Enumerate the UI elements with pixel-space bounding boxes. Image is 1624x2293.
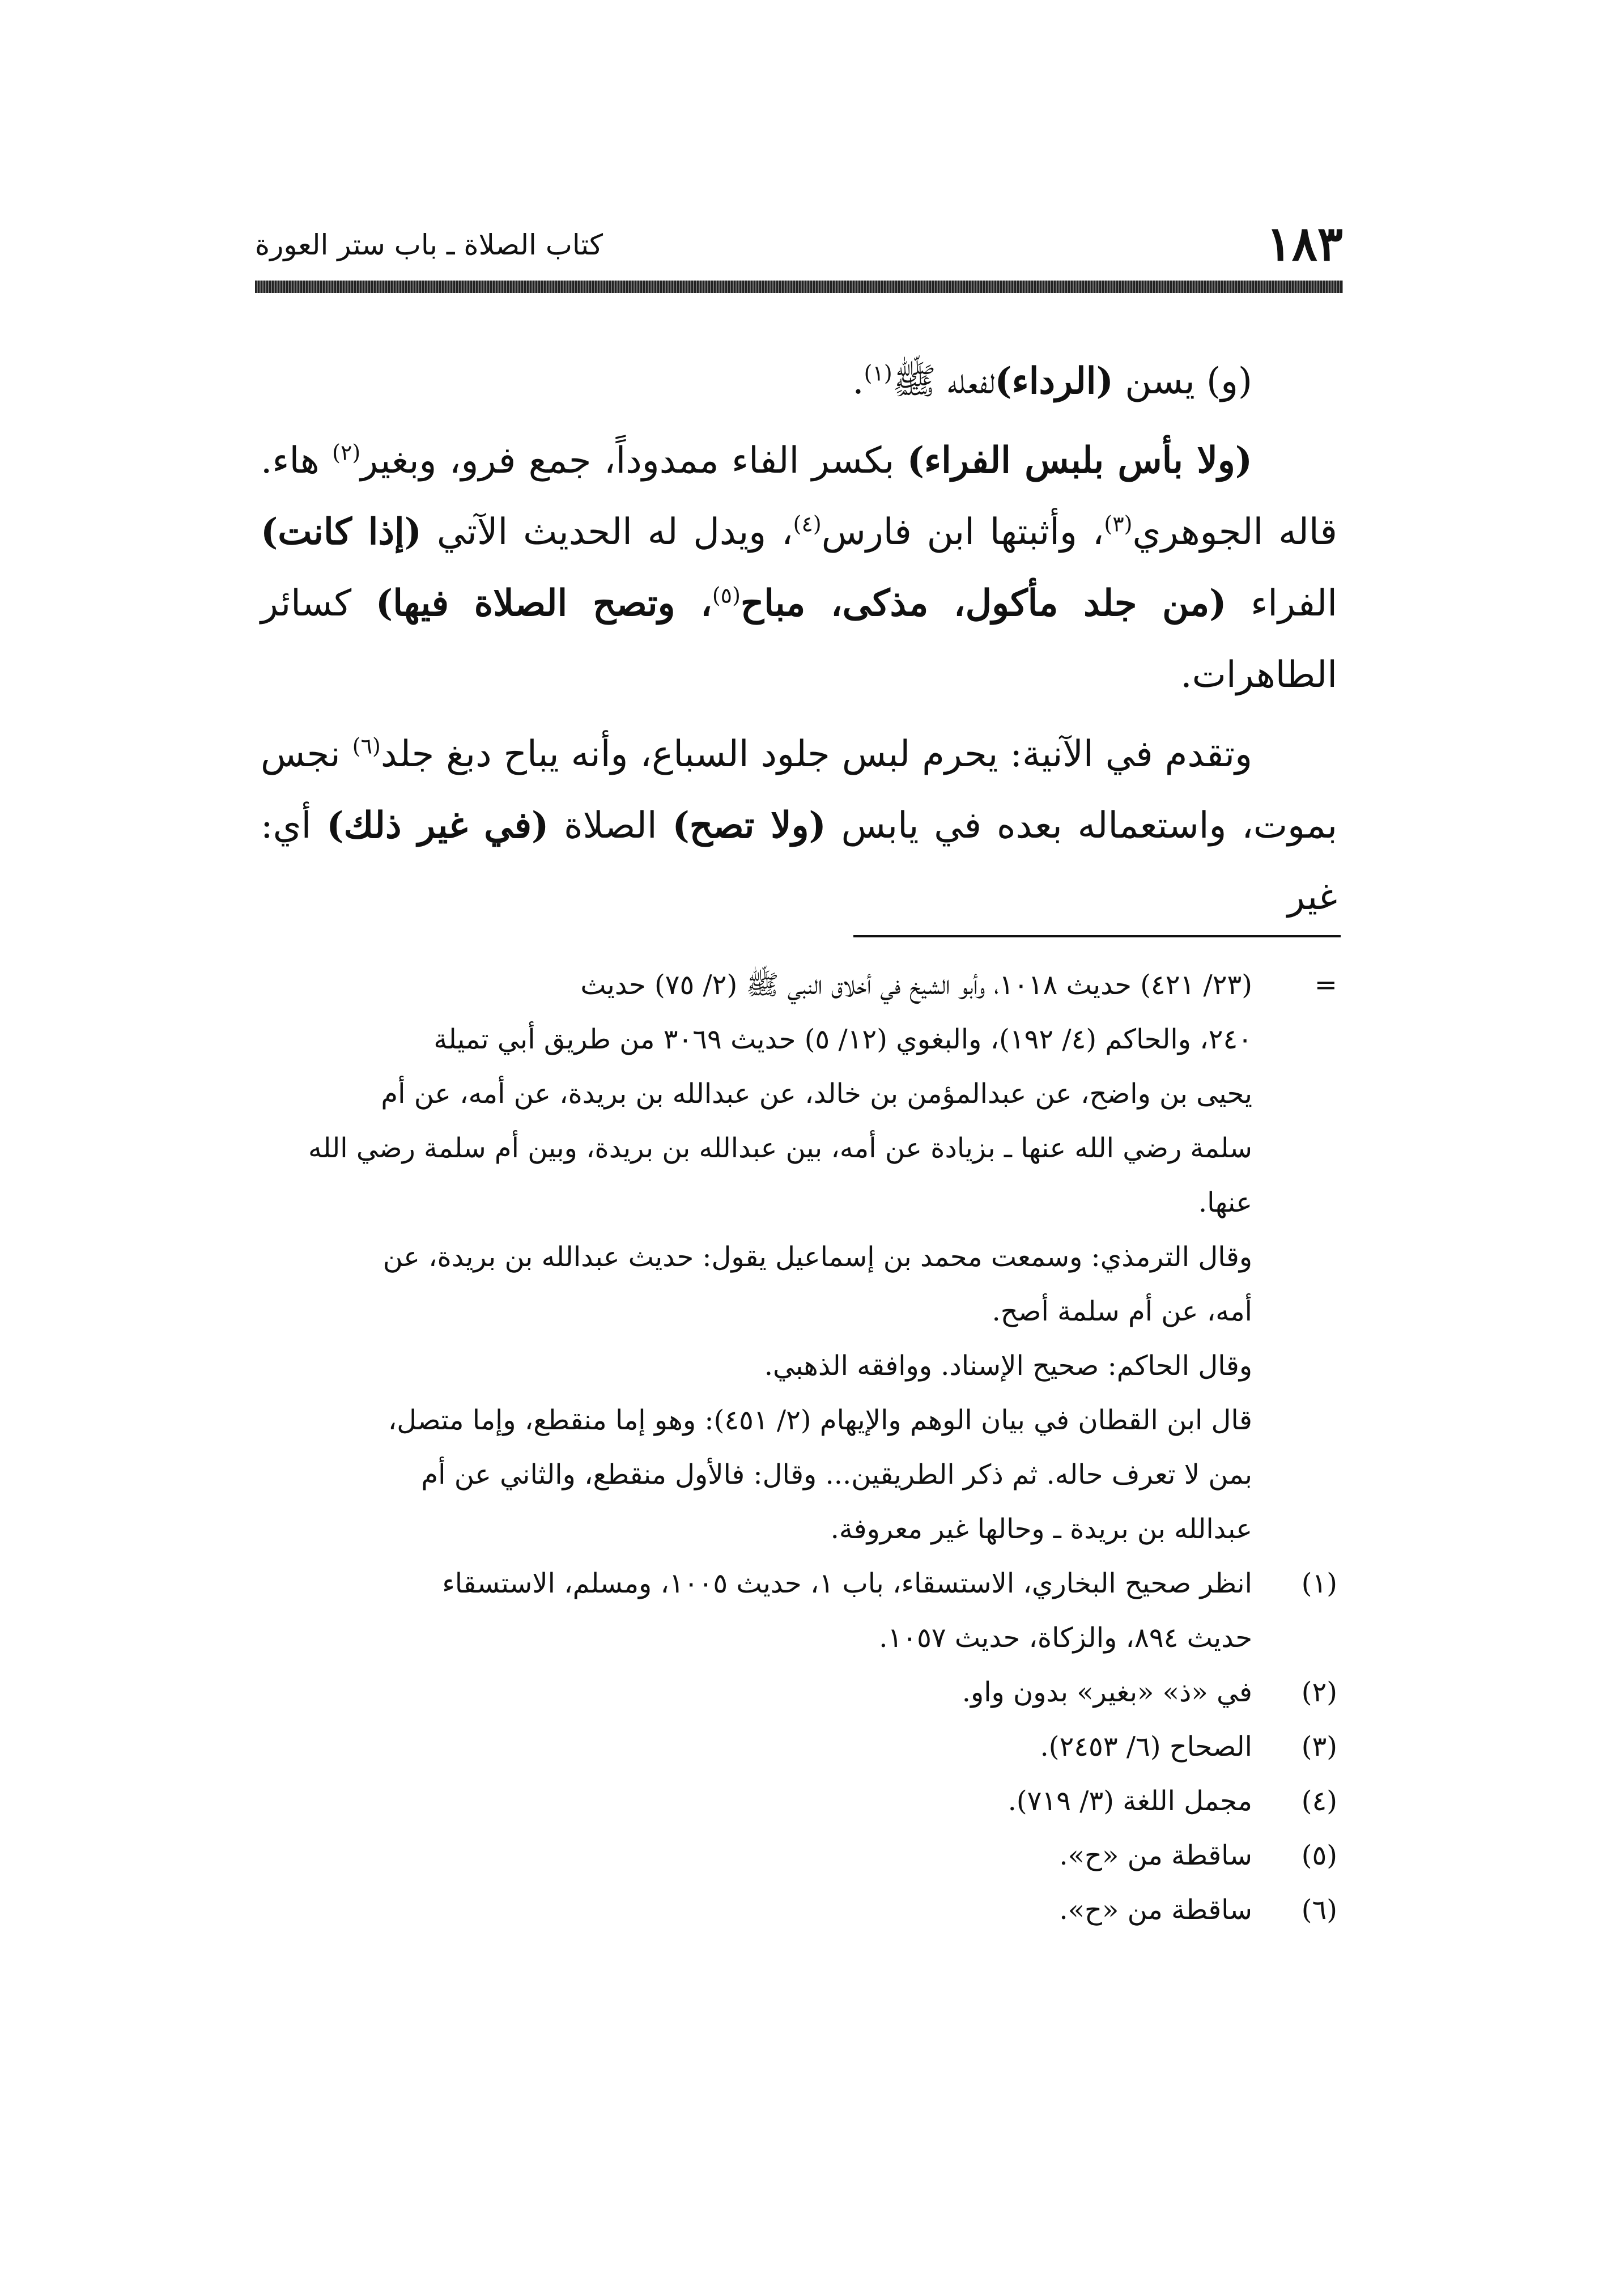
page-header bbox=[255, 215, 1343, 272]
footnote-ref-5: (٥) bbox=[712, 583, 741, 608]
footnote-marker: (٢) bbox=[1301, 1676, 1337, 1708]
footnotes bbox=[261, 958, 1337, 1937]
footnote-separator bbox=[853, 935, 1341, 937]
footnote-1: (١) انظر صحيح البخاري، الاستسقاء، باب ١، حديث ١٠٠٥، ومسلم، الاستسقاء حديث ٨٩٤، والزكاة، حديث ١٠٥٧. bbox=[261, 1556, 1337, 1665]
footnote-ref-6: (٦) bbox=[352, 733, 381, 759]
footnote-6: (٦) ساقطة من «ح». bbox=[261, 1883, 1337, 1937]
footnote-continued: = (٢٣/ ٤٢١) حديث ١٠١٨، وأبو الشيخ في أخلاق النبي ﷺ (٢/ ٧٥) حديث ٢٤٠، والحاكم (٤/ ١٩٢)، والبغوي (١٢/ ٥) حديث ٣٠٦٩ من طريق أبي تميلة يحيى بن واضح، عن عبدالمؤمن بن خالد، عن عبدالله بن بريدة، عن أمه، عن أم سلمة رضي الله عنها ـ بزيادة عن أمه، بين عبدالله بن بريدة، وبين أم سلمة رضي الله عنها. وقال الترمذي: وسمعت محمد بن إسماعيل يقول: حديث عبدالله بن بريدة، عن أمه، عن أم سلمة أصح. وقال الحاكم: صحيح الإسناد. ووافقه الذهبي. قال ابن القطان في بيان الوهم والإيهام (٢/ ٤٥١): وهو إما منقطع، وإما متصل، بمن لا تعرف حاله. ثم ذكر الطريقين... وقال: فالأول منقطع، والثاني عن أم عبدالله بن بريدة ـ وحالها غير معروفة. bbox=[261, 958, 1337, 1556]
footnote-marker: (١) bbox=[1301, 1568, 1337, 1599]
footnote-marker: (٣) bbox=[1301, 1731, 1337, 1763]
footnote-ref-3: (٣) bbox=[1104, 511, 1133, 537]
header-rule bbox=[255, 281, 1343, 293]
footnote-marker: (٦) bbox=[1301, 1894, 1337, 1926]
footnote-marker: (٥) bbox=[1301, 1840, 1337, 1871]
footnote-marker: (٤) bbox=[1301, 1785, 1337, 1817]
running-title: كتاب الصلاة ـ باب ستر العورة bbox=[255, 228, 603, 261]
paragraph-rida: (و) يسن (الرداء)لفعله ﷺ$^{(١)}$. bbox=[852, 360, 1252, 402]
continuation-marker: = bbox=[1314, 969, 1337, 1001]
footnote-ref-4: (٤) bbox=[793, 511, 822, 537]
footnote-ref-2: (٢) bbox=[332, 440, 361, 465]
footnote-5: (٥) ساقطة من «ح». bbox=[261, 1828, 1337, 1883]
paragraph-aniya: وتقدم في الآنية: يحرم لبس جلود السباع، وأنه يباح دبغ جلد$^{(٦)}$ نجس بموت، واستعماله بعده في يابس (ولا تصح) الصلاة (في غير ذلك) أي: غير bbox=[261, 733, 1338, 918]
footnote-2: (٢) في «ذ» «بغير» بدون واو. bbox=[261, 1665, 1337, 1719]
footnote-4: (٤) مجمل اللغة (٣/ ٧١٩). bbox=[261, 1774, 1337, 1828]
main-text bbox=[261, 346, 1337, 941]
footnote-ref-1: (١) bbox=[864, 360, 892, 386]
paragraph-fira: (ولا بأس بلبس الفراء) بكسر الفاء ممدوداً، جمع فرو، وبغير$^{(٢)}$ هاء. قاله الجوهري$^{(٣)}$، وأثبتها ابن فارس$^{(٤)}$، ويدل له الحديث الآتي (إذا كانت) الفراء (من جلد مأكول، مذكى، مباح$^{(٥)}$، وتصح الصلاة فيها) كسائر الطاهرات. bbox=[261, 439, 1338, 696]
footnote-3: (٣) الصحاح (٦/ ٢٤٥٣). bbox=[261, 1719, 1337, 1774]
page-number: ١٨٣ bbox=[1266, 215, 1343, 271]
